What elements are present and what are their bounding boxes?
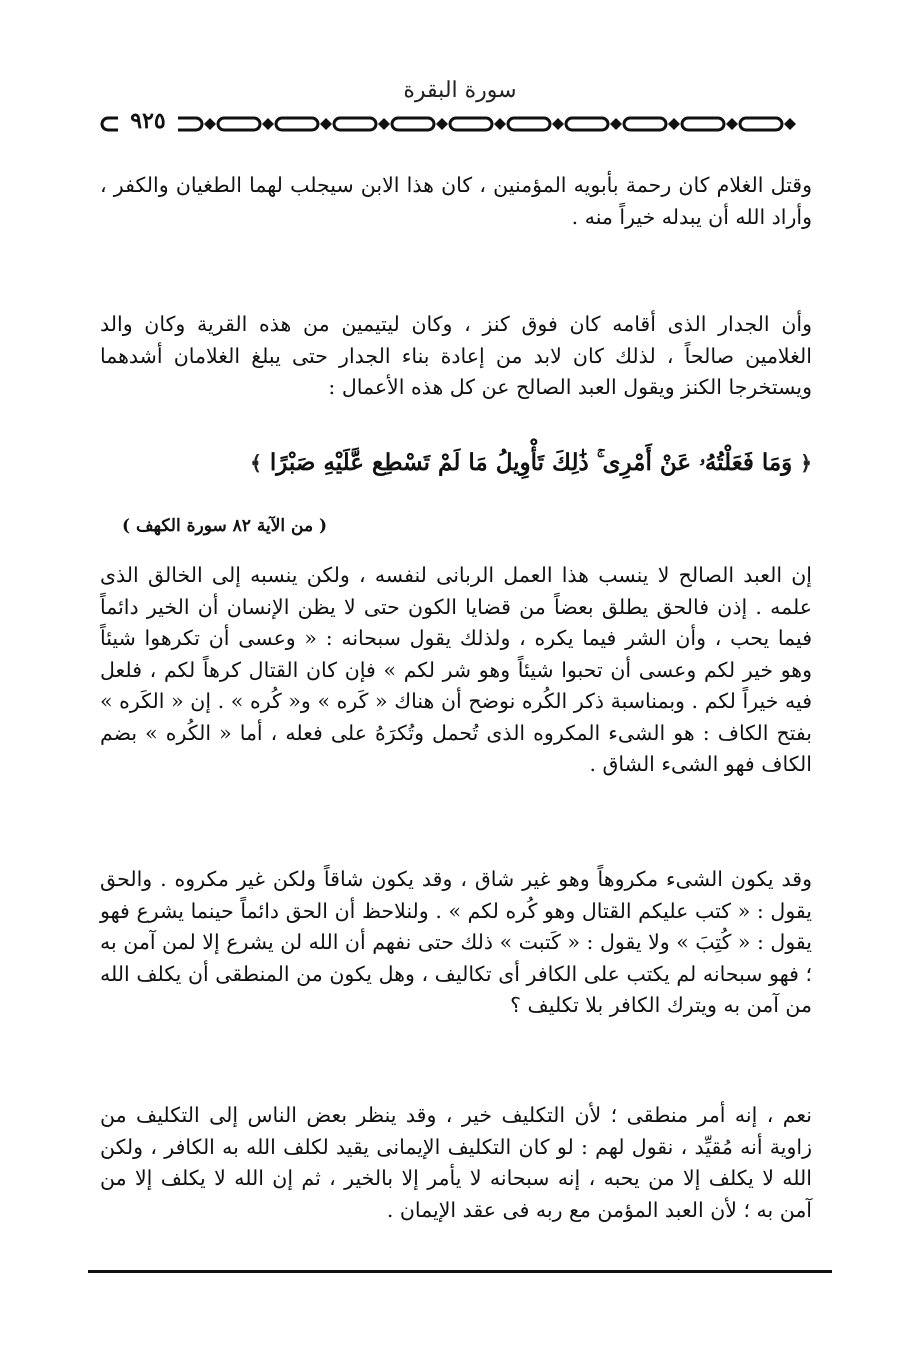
chain-diamond bbox=[726, 118, 738, 130]
chain-oval bbox=[450, 118, 492, 130]
chain-diamond bbox=[494, 118, 506, 130]
chain-oval bbox=[334, 118, 376, 130]
quran-verse bbox=[100, 446, 812, 480]
chain-oval bbox=[508, 118, 550, 130]
verse-text: وَمَا فَعَلْتُهُۥ عَنْ أَمْرِى ۚ ذَٰلِكَ تَأْوِيلُ مَا لَمْ تَسْطِع عَّلَيْهِ صَبْرًا bbox=[269, 449, 793, 476]
chain-oval bbox=[740, 118, 782, 130]
chain-oval bbox=[218, 118, 260, 130]
chain-diamond bbox=[262, 118, 274, 130]
chain-diamond bbox=[668, 118, 680, 130]
chain-diamond bbox=[552, 118, 564, 130]
chain-diamond bbox=[320, 118, 332, 130]
chain-diamond bbox=[436, 118, 448, 130]
chain-oval bbox=[682, 118, 724, 130]
chain-oval bbox=[392, 118, 434, 130]
paragraph-obligation: وقد يكون الشىء مكروهاً وهو غير شاق ، وقد يكون شاقاً ولكن غير مكروه . والحق يقول : « كتب عليكم القتال وهو كُره لكم » . ولنلاحظ أن الحق دائماً حينما يشرع فهو يقول : « كُتِبَ » ولا يقول : « كَتبت » ذلك حتى نفهم أن الله لن يشرع إلا لمن آمن به ؛ فهو سبحانه لم يكتب على الكافر أى تكاليف ، وهل يكون من المنطقى أن يكلف الله من آمن به ويترك الكافر بلا تكليف ؟ bbox=[100, 867, 812, 1017]
verse-citation: ( من الآية ٨٢ سورة الكهف ) bbox=[122, 516, 328, 536]
verse-open-ornament: ﴿ bbox=[800, 451, 812, 475]
chain-diamond bbox=[204, 118, 216, 130]
paragraph-boy: وقتل الغلام كان رحمة بأبويه المؤمنين ، كان هذا الابن سيجلب لهما الطغيان والكفر ، وأراد الله أن يبدله خيراً منه . bbox=[100, 173, 812, 229]
chain-oval bbox=[624, 118, 666, 130]
footer-rule bbox=[88, 1270, 832, 1273]
verse-close-ornament: ﴾ bbox=[250, 451, 262, 475]
ornamental-header-rule bbox=[98, 113, 838, 135]
chain-oval bbox=[276, 118, 318, 130]
chain-diamond bbox=[610, 118, 622, 130]
paragraph-wall: وأن الجدار الذى أقامه كان فوق كنز ، وكان ليتيمين من هذه القرية وكان والد الغلامين صالحاً ، لذلك كان لابد من إعادة بناء الجدار حتى يبلغ الغلامان أشدهما ويستخرجا الكنز ويقول العبد الصالح عن كل هذه الأعمال : bbox=[100, 312, 812, 399]
chain-diamond bbox=[378, 118, 390, 130]
chain-diamond bbox=[784, 118, 796, 130]
paragraph-righteous-servant: إن العبد الصالح لا ينسب هذا العمل الربانى لنفسه ، ولكن ينسبه إلى الخالق الذى علمه . إذن فالحق يطلق بعضاً من قضايا الكون حتى لا يظن الإنسان أن الخير دائماً فيما يحب ، وأن الشر فيما يكره ، ولذلك يقول سبحانه : « وعسى أن تكرهوا شيئاً وهو خير لكم وعسى أن تحبوا شيئاً وهو شر لكم » فإن كان القتال كرهاً لكم ، فلعل فيه خيراً لكم . وبمناسبة ذكر الكُره نوضح أن هناك « كَره » و« كُره » . إن « الكَره » بفتح الكاف : هو الشىء المكروه الذى تُحمل وتُكرَهُ على فعله ، أما « الكُره » بضم الكاف فهو الشىء الشاق . bbox=[100, 563, 812, 776]
chain-oval bbox=[566, 118, 608, 130]
page-header-title: سورة البقرة bbox=[403, 78, 517, 103]
page-number: ٩٢٥ bbox=[118, 108, 178, 134]
paragraph-logic: نعم ، إنه أمر منطقى ؛ لأن التكليف خير ، وقد ينظر بعض الناس إلى التكليف من زاوية أنه مُقيِّد ، نقول لهم : لو كان التكليف الإيمانى يقيد لكلف الله به الكافر ، ولكن الله لا يكلف إلا من يحبه ، إنه سبحانه لا يأمر إلا بالخير ، ثم إن الله لا يكلف إلا من آمن به ؛ لأن العبد المؤمن مع ربه فى عقد الإيمان . bbox=[100, 1103, 812, 1222]
